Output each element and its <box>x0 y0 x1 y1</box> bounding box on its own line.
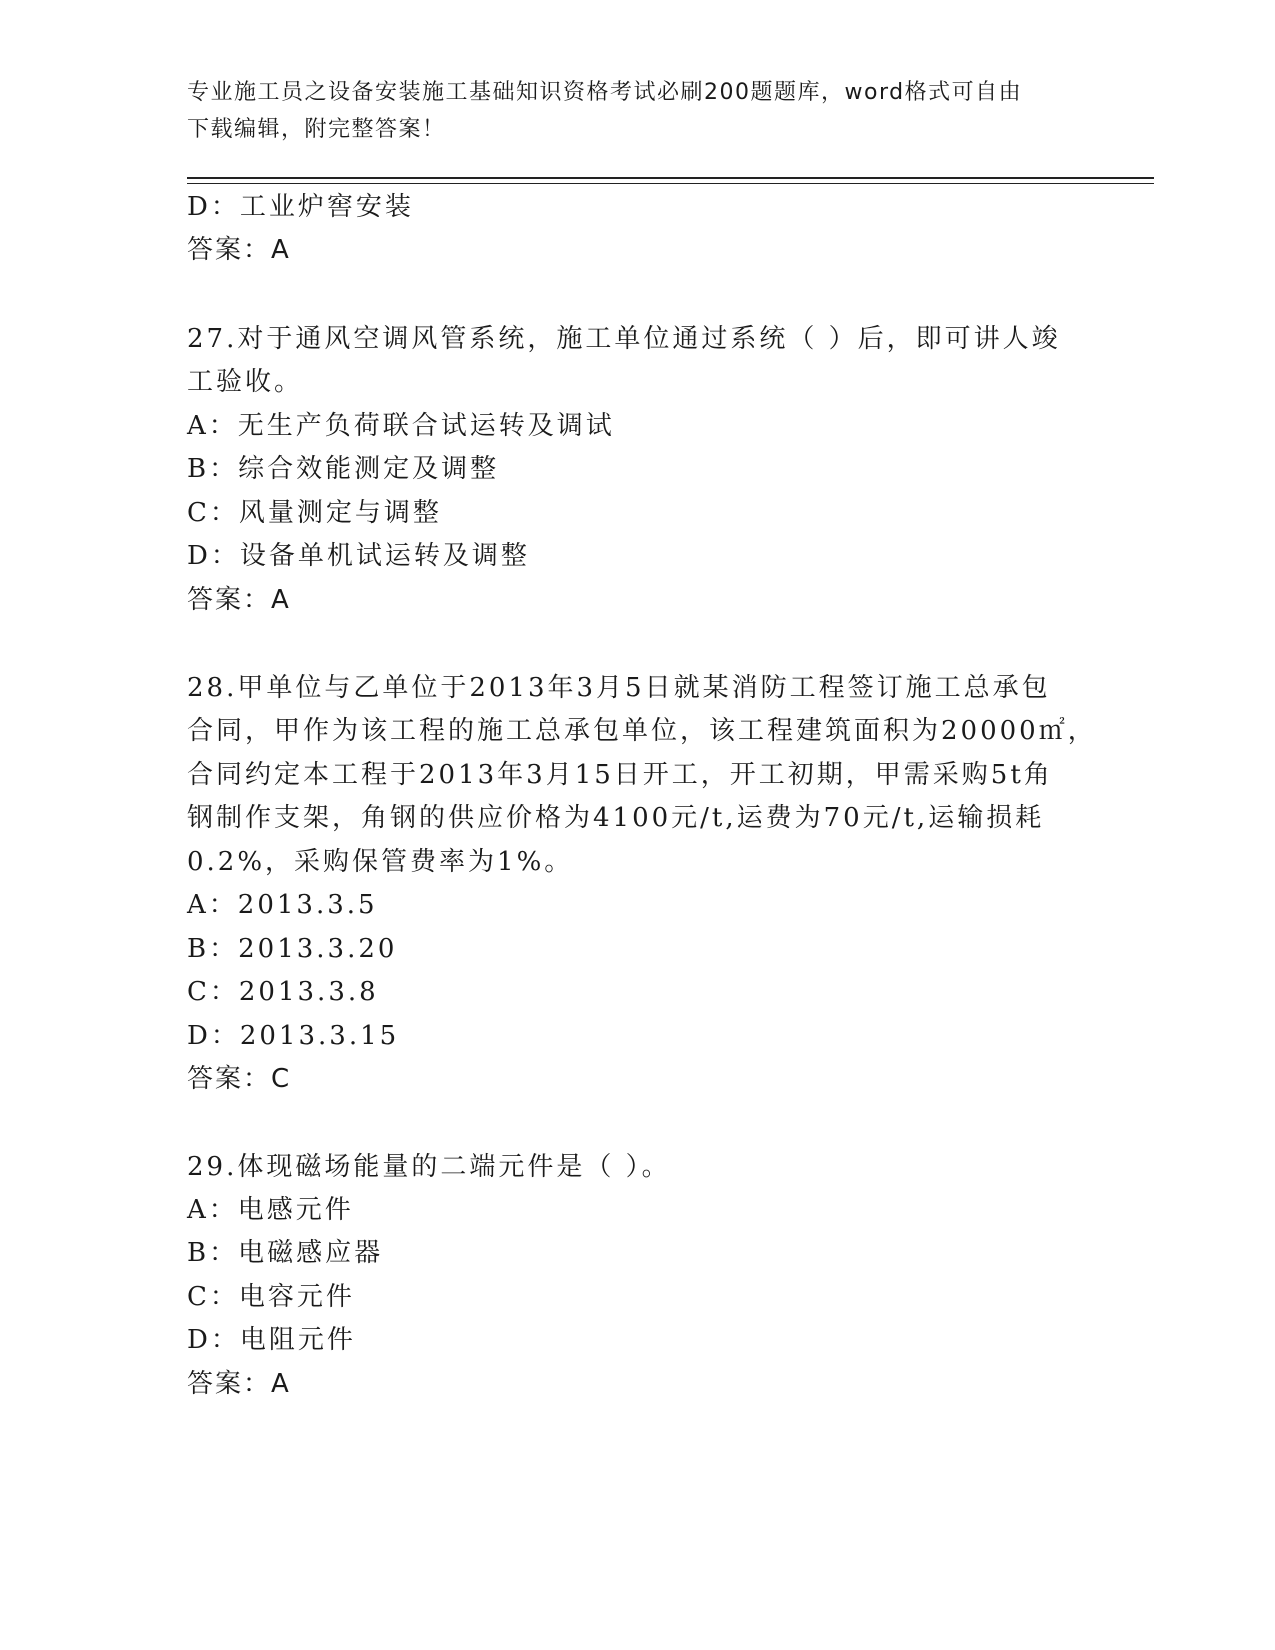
q28-stem-line-2: 合同，甲作为该工程的施工总承包单位，该工程建筑面积为20000㎡， <box>187 716 1097 746</box>
q26-option-d: D：工业炉窖安装 <box>187 192 414 222</box>
q29-answer: 答案：A <box>187 1369 291 1399</box>
q29-option-d: D：电阻元件 <box>187 1325 356 1355</box>
header-title-line-2: 下载编辑，附完整答案！ <box>187 117 446 142</box>
q29-stem-line-1: 29.体现磁场能量的二端元件是（ ）。 <box>187 1152 671 1182</box>
q28-option-d: D：2013.3.15 <box>187 1021 400 1051</box>
q28-stem-line-4: 钢制作支架，角钢的供应价格为4100元/t,运费为70元/t,运输损耗 <box>187 803 1045 833</box>
q28-stem-line-1: 28.甲单位与乙单位于2013年3月5日就某消防工程签订施工总承包 <box>187 673 1051 703</box>
q27-option-c: C：风量测定与调整 <box>187 498 442 528</box>
header-divider-thick <box>187 177 1154 179</box>
q29-option-a: A：电感元件 <box>187 1195 354 1225</box>
q29-option-c: C：电容元件 <box>187 1282 355 1312</box>
q26-answer: 答案：A <box>187 235 291 265</box>
q28-stem-line-5: 0.2%，采购保管费率为1%。 <box>187 847 574 877</box>
q28-option-a: A：2013.3.5 <box>187 890 378 920</box>
q28-stem-line-3: 合同约定本工程于2013年3月15日开工，开工初期，甲需采购5t角 <box>187 760 1053 790</box>
document-header <box>187 74 1087 148</box>
q27-option-a: A：无生产负荷联合试运转及调试 <box>187 411 615 441</box>
q28-option-c: C：2013.3.8 <box>187 977 379 1007</box>
header-title-line-1: 专业施工员之设备安装施工基础知识资格考试必刷200题题库，word格式可自由 <box>187 80 1023 105</box>
header-divider-thin <box>187 183 1154 184</box>
q28-answer: 答案：C <box>187 1064 292 1094</box>
q27-stem-line-2: 工验收。 <box>187 367 304 397</box>
q29-option-b: B：电磁感应器 <box>187 1238 384 1268</box>
q27-option-b: B：综合效能测定及调整 <box>187 454 500 484</box>
q27-stem-line-1: 27.对于通风空调风管系统，施工单位通过系统（ ）后，即可讲人竣 <box>187 324 1061 354</box>
q27-option-d: D：设备单机试运转及调整 <box>187 541 530 571</box>
q27-answer: 答案：A <box>187 585 291 615</box>
q28-option-b: B：2013.3.20 <box>187 934 398 964</box>
